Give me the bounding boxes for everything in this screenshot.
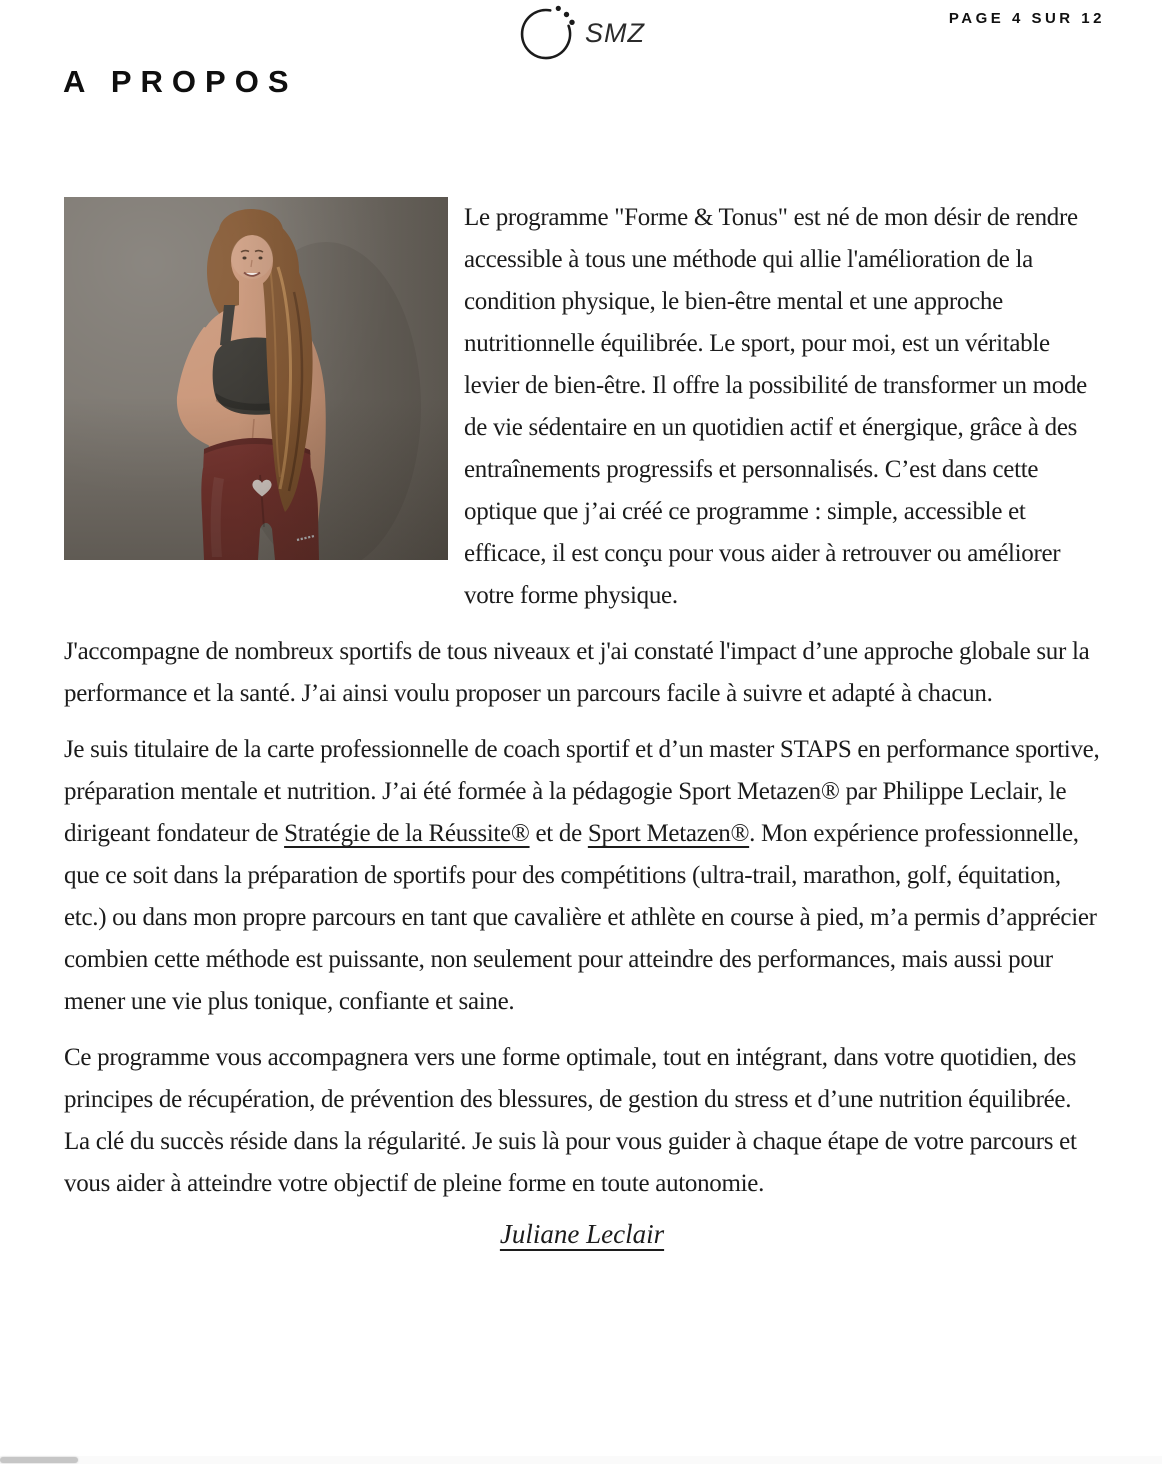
scrollbar-thumb[interactable] bbox=[0, 1457, 78, 1463]
horizontal-scrollbar[interactable] bbox=[0, 1456, 1162, 1464]
paragraph-4: Ce programme vous accompagnera vers une forme optimale, tout en intégrant, dans votre quotidien, des principes de récupération, de prévention des blessures, de gestion du stress et d’une nutrition équilibrée. La clé du succès réside dans la régularité. Je suis là pour vous guider à chaque étape de votre parcours et vous aider à atteindre votre objectif de pleine forme en toute autonomie. bbox=[64, 1044, 1077, 1197]
about-section bbox=[64, 197, 1100, 1250]
shade-bottom-overlay bbox=[64, 197, 448, 560]
intro-paragraph: Le programme "Forme & Tonus" est né de mon désir de rendre accessible à tous une méthode qui allie l'amélioration de la condition physique, le bien-être mental et une approche nutritionnelle équilibrée. Le sport, pour moi, est un véritable levier de bien-être. Il offre la possibilité de transformer un mode de vie sédentaire en un quotidien actif et énergique, grâce à des entraînements progressifs et personnalisés. C’est dans cette optique que j’ai créé ce programme : simple, accessible et efficace, il est conçu pour vous aider à retrouver ou améliorer votre forme physique. bbox=[464, 204, 1087, 609]
page-title: A PROPOS bbox=[63, 64, 298, 99]
coach-photo bbox=[64, 197, 448, 560]
page-header bbox=[0, 0, 1162, 60]
paragraph-3-text: . Mon expérience professionnelle, que ce soit dans la préparation de sportifs pour des compétitions (ultra-trail, marathon, golf, équitation, etc.) ou dans mon propre parcours en tant que cavalière et athlète en course à pied, m’a permis d’apprécier combien cette méthode est puissante, non seulement pour atteindre des performances, mais aussi pour mener une vie plus tonique, confiante et saine. bbox=[64, 820, 1097, 1015]
paragraph-2: J'accompagne de nombreux sportifs de tous niveaux et j'ai constaté l'impact d’une approche globale sur la performance et la santé. J’ai ainsi voulu proposer un parcours facile à suivre et adapté à chacun. bbox=[64, 638, 1090, 707]
logo-text: SMZ bbox=[585, 17, 645, 48]
paragraph-3-text: Je suis titulaire de la carte professionnelle de coach sportif et d’un master STAPS en performance sportive, préparation mentale et nutrition. J’ai été formée à la pédagogie Sport Metazen® par Philippe Leclair, le dirigeant fondateur de bbox=[64, 736, 1100, 847]
paragraph-3-text: et de bbox=[529, 820, 588, 847]
smz-circle-icon bbox=[519, 4, 577, 62]
link-strategie-de-la-reussite[interactable]: Stratégie de la Réussite® bbox=[284, 820, 530, 847]
coach-photo-illustration bbox=[64, 197, 448, 560]
link-sport-metazen[interactable]: Sport Metazen® bbox=[587, 820, 750, 847]
brand-logo bbox=[519, 4, 645, 62]
signature: Juliane Leclair bbox=[499, 1219, 665, 1249]
paragraph-3 bbox=[64, 729, 1100, 1023]
intro-block bbox=[64, 197, 1100, 617]
page-number-indicator: PAGE 4 SUR 12 bbox=[948, 10, 1105, 27]
